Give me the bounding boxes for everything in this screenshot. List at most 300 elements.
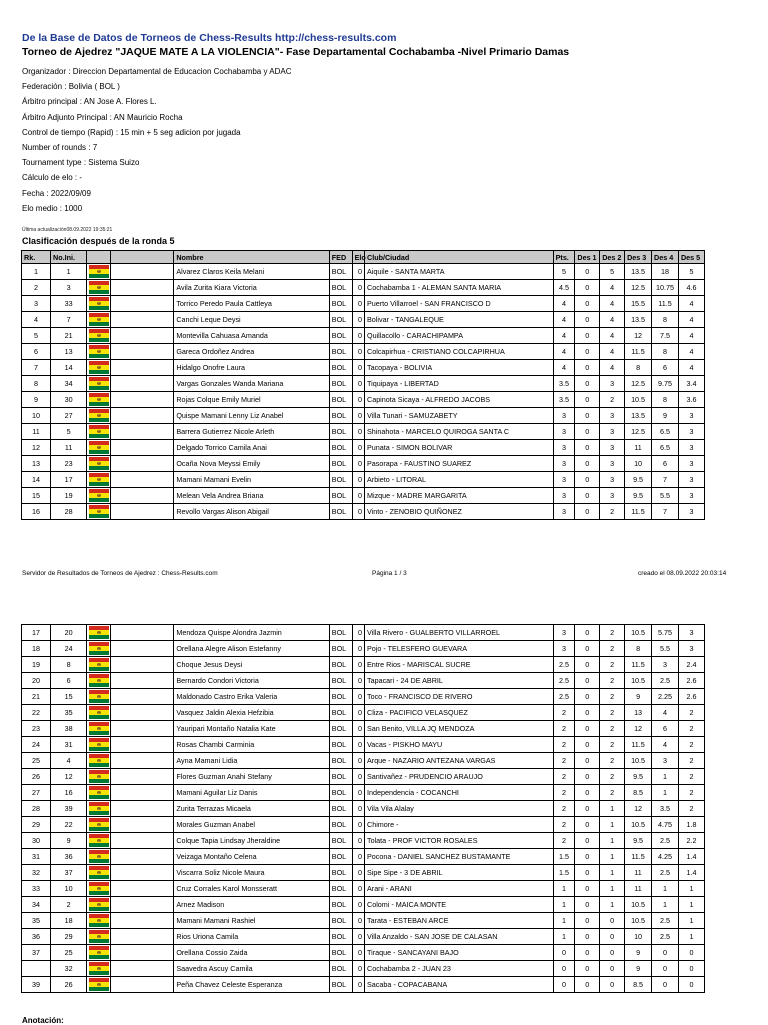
elo-cell: 0 xyxy=(352,280,364,296)
tiebreak-2-cell: 2 xyxy=(600,737,625,753)
tiebreak-3-cell: 11.5 xyxy=(625,737,652,753)
flag-cell xyxy=(87,945,111,961)
bolivia-flag-icon xyxy=(89,361,109,374)
player-name-cell: Peña Chavez Celeste Esperanza xyxy=(174,977,329,993)
player-name-cell: Torrico Peredo Paula Cattleya xyxy=(174,296,329,312)
flag-cell xyxy=(87,328,111,344)
tiebreak-4-cell: 1 xyxy=(652,881,679,897)
player-name-cell: Veizaga Montaño Celena xyxy=(174,849,329,865)
tiebreak-3-cell: 13.5 xyxy=(625,312,652,328)
table-row xyxy=(22,424,705,440)
elo-cell: 0 xyxy=(352,817,364,833)
table-row xyxy=(22,456,705,472)
federation-cell: BOL xyxy=(329,408,352,424)
club-cell: Sacaba - COPACABANA xyxy=(365,977,554,993)
tiebreak-3-cell: 10.5 xyxy=(625,625,652,641)
tiebreak-2-cell: 1 xyxy=(600,881,625,897)
tiebreak-3-cell: 12 xyxy=(625,328,652,344)
rank-cell: 9 xyxy=(22,392,51,408)
federation-cell: BOL xyxy=(329,312,352,328)
start-number-cell: 9 xyxy=(51,833,87,849)
title-cell xyxy=(111,376,174,392)
column-header: Club/Ciudad xyxy=(365,251,554,264)
federation-cell: BOL xyxy=(329,865,352,881)
tiebreak-1-cell: 0 xyxy=(575,657,600,673)
federation-cell: BOL xyxy=(329,376,352,392)
rank-cell: 28 xyxy=(22,801,51,817)
start-number-cell: 39 xyxy=(51,801,87,817)
title-cell xyxy=(111,472,174,488)
points-cell: 3 xyxy=(553,625,575,641)
bolivia-flag-icon xyxy=(89,505,109,518)
elo-cell: 0 xyxy=(352,424,364,440)
tiebreak-1-cell: 0 xyxy=(575,440,600,456)
rank-cell: 6 xyxy=(22,344,51,360)
title-cell xyxy=(111,945,174,961)
club-cell: Tiraque - SANCAYANI BAJO xyxy=(365,945,554,961)
tiebreak-2-cell: 2 xyxy=(600,625,625,641)
tiebreak-2-cell: 4 xyxy=(600,296,625,312)
title-cell xyxy=(111,264,174,280)
tiebreak-5-cell: 1 xyxy=(678,881,704,897)
tiebreak-4-cell: 0 xyxy=(652,945,679,961)
elo-cell: 0 xyxy=(352,945,364,961)
bolivia-flag-icon xyxy=(89,722,109,735)
tiebreak-4-cell: 6 xyxy=(652,456,679,472)
tiebreak-4-cell: 6.5 xyxy=(652,440,679,456)
player-name-cell: Vasquez Jaldin Alexia Hefzibia xyxy=(174,705,329,721)
player-name-cell: Montevilla Cahuasa Amanda xyxy=(174,328,329,344)
title-cell xyxy=(111,673,174,689)
rank-cell: 34 xyxy=(22,897,51,913)
federation-cell: BOL xyxy=(329,641,352,657)
column-header: Des 3 xyxy=(625,251,652,264)
player-name-cell: Vargas Gonzales Wanda Mariana xyxy=(174,376,329,392)
elo-cell: 0 xyxy=(352,849,364,865)
tiebreak-2-cell: 4 xyxy=(600,328,625,344)
tiebreak-3-cell: 13.5 xyxy=(625,264,652,280)
tiebreak-1-cell: 0 xyxy=(575,817,600,833)
tiebreak-2-cell: 3 xyxy=(600,440,625,456)
table-row xyxy=(22,945,705,961)
tiebreak-4-cell: 2.5 xyxy=(652,833,679,849)
tiebreak-2-cell: 2 xyxy=(600,705,625,721)
tiebreak-3-cell: 11 xyxy=(625,881,652,897)
title-cell xyxy=(111,344,174,360)
tiebreak-5-cell: 2.2 xyxy=(678,833,704,849)
bolivia-flag-icon xyxy=(89,834,109,847)
federation-cell: BOL xyxy=(329,673,352,689)
club-cell: Entre Rios - MARISCAL SUCRE xyxy=(365,657,554,673)
table-row xyxy=(22,440,705,456)
table-row xyxy=(22,849,705,865)
federation-cell: BOL xyxy=(329,945,352,961)
rank-cell: 23 xyxy=(22,721,51,737)
bolivia-flag-icon xyxy=(89,914,109,927)
tiebreak-3-cell: 8 xyxy=(625,641,652,657)
club-cell: Cliza - PACIFICO VELASQUEZ xyxy=(365,705,554,721)
tiebreak-4-cell: 4 xyxy=(652,737,679,753)
column-header: No.Ini. xyxy=(51,251,87,264)
rank-cell: 18 xyxy=(22,641,51,657)
flag-cell xyxy=(87,913,111,929)
bolivia-flag-icon xyxy=(89,377,109,390)
flag-cell xyxy=(87,456,111,472)
tiebreak-1-cell: 0 xyxy=(575,801,600,817)
tiebreak-4-cell: 8 xyxy=(652,344,679,360)
bolivia-flag-icon xyxy=(89,409,109,422)
player-name-cell: Hidalgo Onofre Laura xyxy=(174,360,329,376)
player-name-cell: Ayna Mamani Lidia xyxy=(174,753,329,769)
elo-cell: 0 xyxy=(352,913,364,929)
flag-cell xyxy=(87,472,111,488)
player-name-cell: Zurita Terrazas Micaela xyxy=(174,801,329,817)
tiebreak-1-cell: 0 xyxy=(575,264,600,280)
player-name-cell: Saavedra Ascuy Camila xyxy=(174,961,329,977)
elo-cell: 0 xyxy=(352,392,364,408)
flag-cell xyxy=(87,344,111,360)
rank-cell: 15 xyxy=(22,488,51,504)
tiebreak-5-cell: 3 xyxy=(678,625,704,641)
tiebreak-1-cell: 0 xyxy=(575,897,600,913)
title-cell xyxy=(111,440,174,456)
start-number-cell: 6 xyxy=(51,673,87,689)
table-row xyxy=(22,641,705,657)
tiebreak-4-cell: 7 xyxy=(652,504,679,520)
table-row xyxy=(22,817,705,833)
points-cell: 3.5 xyxy=(553,376,575,392)
club-cell: Villa Rivero - GUALBERTO VILLARROEL xyxy=(365,625,554,641)
club-cell: Pocona - DANIEL SANCHEZ BUSTAMANTE xyxy=(365,849,554,865)
tiebreak-1-cell: 0 xyxy=(575,737,600,753)
bolivia-flag-icon xyxy=(89,738,109,751)
tiebreak-1-cell: 0 xyxy=(575,408,600,424)
player-name-cell: Viscarra Soliz Nicole Maura xyxy=(174,865,329,881)
elo-cell: 0 xyxy=(352,897,364,913)
club-cell: San Benito, VILLA JQ MENDOZA xyxy=(365,721,554,737)
tiebreak-4-cell: 3.5 xyxy=(652,801,679,817)
tiebreak-5-cell: 3 xyxy=(678,472,704,488)
bolivia-flag-icon xyxy=(89,674,109,687)
bolivia-flag-icon xyxy=(89,297,109,310)
title-cell xyxy=(111,689,174,705)
bolivia-flag-icon xyxy=(89,946,109,959)
tiebreak-4-cell: 6.5 xyxy=(652,424,679,440)
column-header: Des 4 xyxy=(652,251,679,264)
federation-cell: BOL xyxy=(329,881,352,897)
player-name-cell: Colque Tapia Lindsay Jheraldine xyxy=(174,833,329,849)
flag-cell xyxy=(87,881,111,897)
tiebreak-1-cell: 0 xyxy=(575,769,600,785)
rank-cell: 8 xyxy=(22,376,51,392)
start-number-cell: 17 xyxy=(51,472,87,488)
start-number-cell: 24 xyxy=(51,641,87,657)
table-row xyxy=(22,360,705,376)
table-row xyxy=(22,769,705,785)
flag-cell xyxy=(87,440,111,456)
rank-cell: 25 xyxy=(22,753,51,769)
info-line: Cálculo de elo : - xyxy=(22,173,83,183)
tiebreak-5-cell: 2.6 xyxy=(678,689,704,705)
tiebreak-1-cell: 0 xyxy=(575,913,600,929)
rank-cell: 1 xyxy=(22,264,51,280)
bolivia-flag-icon xyxy=(89,882,109,895)
points-cell: 2 xyxy=(553,705,575,721)
flag-cell xyxy=(87,504,111,520)
club-cell: Vacas - PISKHO MAYU xyxy=(365,737,554,753)
elo-cell: 0 xyxy=(352,929,364,945)
start-number-cell: 35 xyxy=(51,705,87,721)
info-line: Fecha : 2022/09/09 xyxy=(22,188,91,198)
tiebreak-2-cell: 5 xyxy=(600,264,625,280)
column-header: FED xyxy=(329,251,352,264)
tiebreak-1-cell: 0 xyxy=(575,881,600,897)
points-cell: 3 xyxy=(553,408,575,424)
federation-cell: BOL xyxy=(329,849,352,865)
tiebreak-5-cell: 1 xyxy=(678,929,704,945)
tiebreak-2-cell: 2 xyxy=(600,392,625,408)
flag-cell xyxy=(87,625,111,641)
federation-cell: BOL xyxy=(329,440,352,456)
info-line: Control de tiempo (Rapid) : 15 min + 5 seg adicion por jugada xyxy=(22,127,241,137)
rank-cell: 11 xyxy=(22,424,51,440)
tiebreak-5-cell: 3 xyxy=(678,424,704,440)
elo-cell: 0 xyxy=(352,328,364,344)
club-cell: Vila Vila Alalay xyxy=(365,801,554,817)
bolivia-flag-icon xyxy=(89,393,109,406)
tiebreak-3-cell: 9.5 xyxy=(625,769,652,785)
table-row xyxy=(22,296,705,312)
bolivia-flag-icon xyxy=(89,457,109,470)
bolivia-flag-icon xyxy=(89,329,109,342)
tiebreak-3-cell: 11.5 xyxy=(625,344,652,360)
federation-cell: BOL xyxy=(329,977,352,993)
flag-cell xyxy=(87,897,111,913)
player-name-cell: Alvarez Claros Keila Melani xyxy=(174,264,329,280)
federation-cell: BOL xyxy=(329,625,352,641)
player-name-cell: Cruz Corrales Karol Monsseratt xyxy=(174,881,329,897)
tiebreak-1-cell: 0 xyxy=(575,456,600,472)
table-row xyxy=(22,328,705,344)
points-cell: 5 xyxy=(553,264,575,280)
table-row xyxy=(22,753,705,769)
flag-cell xyxy=(87,705,111,721)
bolivia-flag-icon xyxy=(89,265,109,278)
round-title: Clasificación después de la ronda 5 xyxy=(22,236,175,246)
rank-cell: 30 xyxy=(22,833,51,849)
bolivia-flag-icon xyxy=(89,754,109,767)
start-number-cell: 28 xyxy=(51,504,87,520)
start-number-cell: 21 xyxy=(51,328,87,344)
rank-cell: 10 xyxy=(22,408,51,424)
rank-cell: 4 xyxy=(22,312,51,328)
elo-cell: 0 xyxy=(352,625,364,641)
player-name-cell: Delgado Torrico Camila Anai xyxy=(174,440,329,456)
points-cell: 1.5 xyxy=(553,849,575,865)
tiebreak-2-cell: 1 xyxy=(600,817,625,833)
tiebreak-1-cell: 0 xyxy=(575,424,600,440)
rank-cell: 3 xyxy=(22,296,51,312)
tiebreak-1-cell: 0 xyxy=(575,280,600,296)
bolivia-flag-icon xyxy=(89,802,109,815)
elo-cell: 0 xyxy=(352,641,364,657)
table-row xyxy=(22,264,705,280)
column-header: Nombre xyxy=(174,251,329,264)
player-name-cell: Mendoza Quispe Alondra Jazmin xyxy=(174,625,329,641)
source-link[interactable]: De la Base de Datos de Torneos de Chess-Results http://chess-results.com xyxy=(22,32,397,44)
tiebreak-4-cell: 0 xyxy=(652,961,679,977)
club-cell: Quillacollo - CARACHIPAMPA xyxy=(365,328,554,344)
federation-cell: BOL xyxy=(329,472,352,488)
title-cell xyxy=(111,360,174,376)
title-cell xyxy=(111,801,174,817)
club-cell: Tacopaya - BOLIVIA xyxy=(365,360,554,376)
start-number-cell: 30 xyxy=(51,392,87,408)
title-cell xyxy=(111,961,174,977)
start-number-cell: 26 xyxy=(51,977,87,993)
player-name-cell: Yauripari Montaño Natalia Kate xyxy=(174,721,329,737)
tiebreak-5-cell: 1.4 xyxy=(678,849,704,865)
tiebreak-5-cell: 4 xyxy=(678,360,704,376)
club-cell: Santivañez - PRUDENCIO ARAUJO xyxy=(365,769,554,785)
club-cell: Independencia - COCANCHI xyxy=(365,785,554,801)
last-updated: Última actualización08.09.2022 19:35:21 xyxy=(22,227,113,233)
elo-cell: 0 xyxy=(352,737,364,753)
player-name-cell: Maldonado Castro Erika Valeria xyxy=(174,689,329,705)
table-row xyxy=(22,705,705,721)
title-cell xyxy=(111,817,174,833)
table-row xyxy=(22,625,705,641)
column-header: Elo xyxy=(352,251,364,264)
tiebreak-4-cell: 0 xyxy=(652,977,679,993)
player-name-cell: Melean Vela Andrea Briana xyxy=(174,488,329,504)
tiebreak-4-cell: 3 xyxy=(652,753,679,769)
points-cell: 3.5 xyxy=(553,392,575,408)
tiebreak-1-cell: 0 xyxy=(575,753,600,769)
points-cell: 3 xyxy=(553,472,575,488)
title-cell xyxy=(111,657,174,673)
title-cell xyxy=(111,641,174,657)
tiebreak-5-cell: 2 xyxy=(678,801,704,817)
tiebreak-5-cell: 4.6 xyxy=(678,280,704,296)
start-number-cell: 3 xyxy=(51,280,87,296)
title-cell xyxy=(111,849,174,865)
tiebreak-4-cell: 7 xyxy=(652,472,679,488)
tiebreak-4-cell: 2.5 xyxy=(652,865,679,881)
club-cell: Colcapirhua - CRISTIANO COLCAPIRHUA xyxy=(365,344,554,360)
club-cell: Capinota Sicaya - ALFREDO JACOBS xyxy=(365,392,554,408)
player-name-cell: Ocaña Nova Meyssi Emily xyxy=(174,456,329,472)
table-row xyxy=(22,392,705,408)
bolivia-flag-icon xyxy=(89,706,109,719)
points-cell: 2 xyxy=(553,721,575,737)
tiebreak-3-cell: 10.5 xyxy=(625,392,652,408)
club-cell: Tiquipaya - LIBERTAD xyxy=(365,376,554,392)
tiebreak-5-cell: 2 xyxy=(678,769,704,785)
tiebreak-2-cell: 2 xyxy=(600,673,625,689)
table-row xyxy=(22,472,705,488)
tiebreak-3-cell: 9.5 xyxy=(625,833,652,849)
elo-cell: 0 xyxy=(352,408,364,424)
tiebreak-2-cell: 0 xyxy=(600,977,625,993)
footer-page: Página 1 / 3 xyxy=(372,570,407,577)
tiebreak-1-cell: 0 xyxy=(575,929,600,945)
tiebreak-5-cell: 4 xyxy=(678,296,704,312)
tiebreak-5-cell: 2.6 xyxy=(678,673,704,689)
club-cell: Arani - ARANI xyxy=(365,881,554,897)
column-header: Des 1 xyxy=(575,251,600,264)
elo-cell: 0 xyxy=(352,961,364,977)
table-row xyxy=(22,312,705,328)
tiebreak-1-cell: 0 xyxy=(575,849,600,865)
column-header xyxy=(111,251,174,264)
bolivia-flag-icon xyxy=(89,978,109,991)
federation-cell: BOL xyxy=(329,705,352,721)
tiebreak-3-cell: 13.5 xyxy=(625,408,652,424)
column-header: Pts. xyxy=(553,251,575,264)
tiebreak-5-cell: 1 xyxy=(678,913,704,929)
tiebreak-3-cell: 8 xyxy=(625,360,652,376)
flag-cell xyxy=(87,865,111,881)
flag-cell xyxy=(87,753,111,769)
tiebreak-3-cell: 9 xyxy=(625,961,652,977)
start-number-cell: 11 xyxy=(51,440,87,456)
tiebreak-4-cell: 10.75 xyxy=(652,280,679,296)
start-number-cell: 13 xyxy=(51,344,87,360)
tiebreak-3-cell: 10.5 xyxy=(625,897,652,913)
start-number-cell: 4 xyxy=(51,753,87,769)
tiebreak-5-cell: 4 xyxy=(678,312,704,328)
elo-cell: 0 xyxy=(352,801,364,817)
tiebreak-5-cell: 3 xyxy=(678,456,704,472)
player-name-cell: Mamani Aguilar Liz Danis xyxy=(174,785,329,801)
table-row xyxy=(22,673,705,689)
rank-cell: 35 xyxy=(22,913,51,929)
elo-cell: 0 xyxy=(352,360,364,376)
flag-cell xyxy=(87,769,111,785)
table-row xyxy=(22,977,705,993)
tiebreak-5-cell: 5 xyxy=(678,264,704,280)
tiebreak-2-cell: 1 xyxy=(600,897,625,913)
federation-cell: BOL xyxy=(329,328,352,344)
tiebreak-1-cell: 0 xyxy=(575,504,600,520)
player-name-cell: Barrera Gutierrez Nicole Arleth xyxy=(174,424,329,440)
title-cell xyxy=(111,785,174,801)
tiebreak-3-cell: 9.5 xyxy=(625,472,652,488)
title-cell xyxy=(111,488,174,504)
rank-cell: 12 xyxy=(22,440,51,456)
player-name-cell: Rios Uriona Camila xyxy=(174,929,329,945)
title-cell xyxy=(111,328,174,344)
table-row xyxy=(22,657,705,673)
federation-cell: BOL xyxy=(329,785,352,801)
points-cell: 4 xyxy=(553,312,575,328)
table-row xyxy=(22,488,705,504)
tiebreak-4-cell: 9.75 xyxy=(652,376,679,392)
tiebreak-4-cell: 4.75 xyxy=(652,817,679,833)
tiebreak-4-cell: 5.75 xyxy=(652,625,679,641)
tiebreak-5-cell: 4 xyxy=(678,328,704,344)
flag-cell xyxy=(87,296,111,312)
bolivia-flag-icon xyxy=(89,313,109,326)
points-cell: 0 xyxy=(553,977,575,993)
rank-cell: 7 xyxy=(22,360,51,376)
tiebreak-2-cell: 3 xyxy=(600,472,625,488)
bolivia-flag-icon xyxy=(89,441,109,454)
club-cell: Shinahota - MARCELO QUIROGA SANTA C xyxy=(365,424,554,440)
table-header-row xyxy=(22,251,705,264)
rank-cell: 14 xyxy=(22,472,51,488)
